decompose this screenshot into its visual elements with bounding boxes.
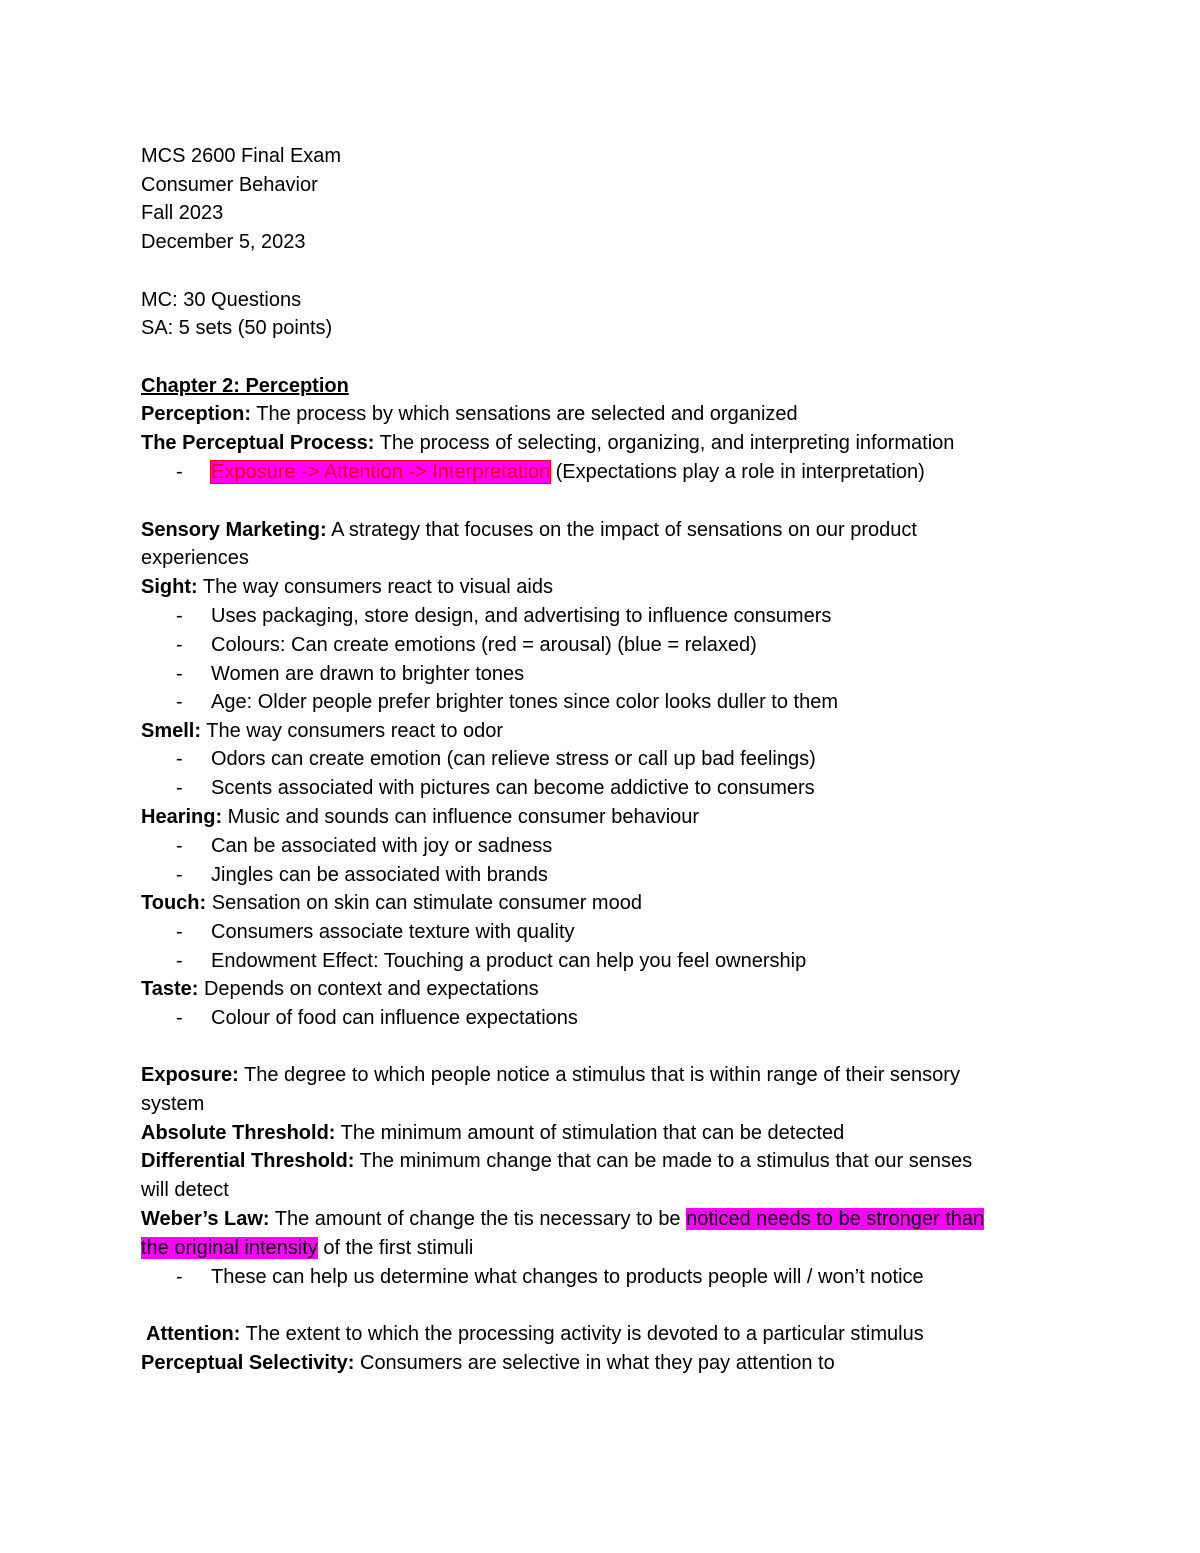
bullet-marker: - bbox=[176, 461, 183, 483]
list-item: Scents associated with pictures can become addictive to consumers bbox=[211, 777, 815, 799]
process-bullet: Exposure -> Attention -> Interpretation (Expectations play a role in interpretation) bbox=[211, 461, 925, 483]
bullet-marker: - bbox=[176, 921, 183, 943]
sensory-marketing-definition: Sensory Marketing: A strategy that focuses on the impact of sensations on our product bbox=[141, 519, 917, 541]
bullet-marker: - bbox=[176, 950, 183, 972]
sight-definition: Sight: The way consumers react to visual aids bbox=[141, 576, 553, 598]
course-title: MCS 2600 Final Exam bbox=[141, 145, 342, 167]
list-item: These can help us determine what changes to products people will / won’t notice bbox=[211, 1266, 924, 1288]
list-item: Women are drawn to brighter tones bbox=[211, 663, 525, 685]
sensory-marketing-cont: experiences bbox=[141, 547, 249, 569]
perceptual-process-definition: The Perceptual Process: The process of selecting, organizing, and interpreting information bbox=[141, 432, 955, 454]
exposure-definition: Exposure: The degree to which people notice a stimulus that is within range of their sensory bbox=[141, 1064, 960, 1086]
highlight: Exposure -> Attention -> Interpretation bbox=[211, 461, 551, 483]
highlight: the original intensity bbox=[141, 1237, 318, 1259]
exposure-cont: system bbox=[141, 1093, 205, 1115]
smell-definition: Smell: The way consumers react to odor bbox=[141, 720, 504, 742]
list-item: Uses packaging, store design, and advertising to influence consumers bbox=[211, 605, 832, 627]
bullet-marker: - bbox=[176, 605, 183, 627]
list-item: Colours: Can create emotions (red = arousal) (blue = relaxed) bbox=[211, 634, 757, 656]
sa-info: SA: 5 sets (50 points) bbox=[141, 317, 333, 339]
webers-law-definition: Weber’s Law: The amount of change the tis necessary to be noticed needs to be stronger than bbox=[141, 1208, 985, 1230]
term: Fall 2023 bbox=[141, 202, 224, 224]
highlight: noticed needs to be stronger than bbox=[686, 1208, 985, 1230]
list-item: Colour of food can influence expectations bbox=[211, 1007, 578, 1029]
bullet-marker: - bbox=[176, 864, 183, 886]
bullet-marker: - bbox=[176, 691, 183, 713]
attention-definition: Attention: The extent to which the processing activity is devoted to a particular stimulus bbox=[146, 1323, 924, 1345]
absolute-threshold-definition: Absolute Threshold: The minimum amount of stimulation that can be detected bbox=[141, 1122, 845, 1144]
bullet-marker: - bbox=[176, 777, 183, 799]
list-item: Consumers associate texture with quality bbox=[211, 921, 575, 943]
list-item: Odors can create emotion (can relieve stress or call up bad feelings) bbox=[211, 748, 816, 770]
hearing-definition: Hearing: Music and sounds can influence consumer behaviour bbox=[141, 806, 700, 828]
subject: Consumer Behavior bbox=[141, 174, 318, 196]
bullet-marker: - bbox=[176, 835, 183, 857]
exam-date: December 5, 2023 bbox=[141, 231, 306, 253]
mc-info: MC: 30 Questions bbox=[141, 289, 302, 311]
taste-definition: Taste: Depends on context and expectations bbox=[141, 978, 539, 1000]
differential-threshold-definition: Differential Threshold: The minimum change that can be made to a stimulus that our senses bbox=[141, 1150, 973, 1172]
webers-law-cont: the original intensity of the first stimuli bbox=[141, 1237, 474, 1259]
bullet-marker: - bbox=[176, 1007, 183, 1029]
touch-definition: Touch: Sensation on skin can stimulate consumer mood bbox=[141, 892, 642, 914]
chapter-heading: Chapter 2: Perception bbox=[141, 375, 349, 397]
bullet-marker: - bbox=[176, 748, 183, 770]
list-item: Age: Older people prefer brighter tones since color looks duller to them bbox=[211, 691, 839, 713]
differential-threshold-cont: will detect bbox=[141, 1179, 229, 1201]
perceptual-selectivity-definition: Perceptual Selectivity: Consumers are selective in what they pay attention to bbox=[141, 1352, 835, 1374]
list-item: Can be associated with joy or sadness bbox=[211, 835, 553, 857]
list-item: Endowment Effect: Touching a product can help you feel ownership bbox=[211, 950, 807, 972]
bullet-marker: - bbox=[176, 1266, 183, 1288]
perception-definition: Perception: The process by which sensations are selected and organized bbox=[141, 403, 798, 425]
list-item: Jingles can be associated with brands bbox=[211, 864, 548, 886]
bullet-marker: - bbox=[176, 663, 183, 685]
bullet-marker: - bbox=[176, 634, 183, 656]
